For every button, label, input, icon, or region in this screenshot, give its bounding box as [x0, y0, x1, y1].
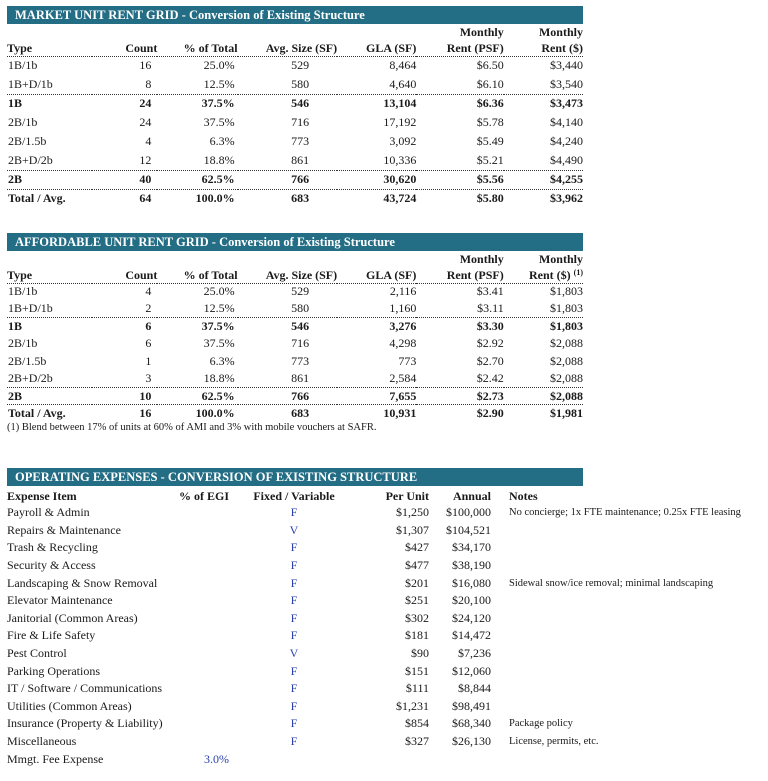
cell-annual: $34,170	[452, 540, 491, 555]
cell-type: 2B/1b	[8, 336, 38, 351]
cell-pct: 37.5%	[157, 318, 237, 335]
cell-per-unit: $201	[405, 575, 429, 590]
cell-count: 3	[145, 370, 152, 385]
table-row	[7, 151, 583, 170]
cell-count: 64	[92, 189, 157, 208]
cell-count: 24	[139, 115, 152, 129]
cell-count: 24	[92, 94, 157, 113]
cell-count: 16	[92, 405, 157, 422]
cell-annual: $16,080	[452, 575, 491, 590]
cell-rent: $3,473	[504, 94, 583, 113]
table-row	[7, 170, 583, 189]
affordable-rent-grid	[7, 233, 583, 433]
table-row	[7, 189, 583, 208]
cell-psf: $2.42	[476, 370, 504, 385]
cell-type: 2B+D/2b	[8, 370, 53, 385]
operating-expenses	[7, 468, 762, 768]
cell-type: 1B	[7, 94, 92, 113]
cell-annual: $100,000	[446, 505, 491, 520]
table-row	[7, 539, 762, 557]
cell-notes	[491, 680, 762, 698]
opex-table	[7, 486, 762, 768]
cell-per-unit: $151	[405, 663, 429, 678]
table-row	[7, 370, 583, 387]
cell-fv: F	[290, 593, 298, 608]
cell-size: 529	[291, 284, 310, 299]
cell-per-unit: $90	[411, 646, 429, 661]
cell-pct: 6.3%	[209, 134, 235, 148]
cell-item: Payroll & Admin	[7, 505, 90, 520]
cell-gla: 13,104	[337, 94, 416, 113]
cell-size: 546	[238, 318, 338, 335]
cell-type: 2B	[7, 387, 92, 404]
table-row	[7, 522, 762, 540]
cell-per-unit: $251	[405, 593, 429, 608]
cell-pct: 25.0%	[203, 284, 235, 299]
market-grid-table	[7, 24, 583, 208]
cell-pct: 100.0%	[157, 405, 237, 422]
cell-gla: 4,298	[389, 336, 417, 351]
cell-fv: F	[290, 734, 298, 749]
cell-gla: 10,336	[383, 152, 417, 167]
cell-type: 2B/1.5b	[8, 353, 47, 368]
cell-item: Fire & Life Safety	[7, 628, 96, 643]
table-row	[7, 56, 583, 75]
cell-pct: 100.0%	[157, 189, 237, 208]
cell-per-unit: $854	[405, 716, 429, 731]
cell-annual: $104,521	[446, 522, 491, 537]
table-row	[7, 318, 583, 335]
cell-pct: 12.5%	[203, 76, 235, 91]
cell-notes: Package policy	[509, 718, 573, 730]
opex-header-row: Expense Item % of EGI Fixed / Variable Per Unit Annual Notes	[7, 489, 538, 503]
cell-per-unit: $427	[405, 540, 429, 555]
cell-item: Insurance (Property & Liability)	[7, 716, 163, 731]
cell-per-unit: $1,307	[396, 522, 429, 537]
cell-size: 766	[238, 170, 338, 189]
cell-fv: F	[290, 610, 298, 625]
cell-notes	[491, 662, 762, 680]
cell-annual: $38,190	[452, 558, 491, 573]
cell-count: 16	[139, 58, 152, 73]
cell-annual: $20,100	[452, 593, 491, 608]
cell-per-unit: $327	[405, 734, 429, 749]
cell-count: 1	[145, 353, 152, 368]
table-row	[7, 132, 583, 151]
cell-rent: $1,981	[504, 405, 583, 422]
rent-footnote-marker: (1)	[573, 267, 583, 277]
cell-item: Utilities (Common Areas)	[7, 698, 132, 713]
table-row	[7, 733, 762, 751]
cell-psf: $6.50	[476, 58, 504, 73]
table-row	[7, 715, 762, 733]
cell-rent: $2,088	[550, 336, 583, 351]
table-row	[7, 627, 762, 645]
cell-psf: $3.30	[416, 318, 503, 335]
cell-annual: $68,340	[452, 716, 491, 731]
cell-fv: F	[290, 681, 298, 696]
cell-fv: F	[290, 716, 298, 731]
cell-fv: F	[290, 540, 298, 555]
cell-rent: $1,803	[550, 284, 583, 299]
cell-notes	[491, 627, 762, 645]
cell-count: 6	[92, 318, 157, 335]
cell-per-unit: $1,231	[396, 698, 429, 713]
cell-pct: 25.0%	[203, 58, 235, 73]
cell-pct: 62.5%	[157, 387, 237, 404]
cell-notes	[491, 698, 762, 716]
cell-item: Landscaping & Snow Removal	[7, 575, 158, 590]
cell-size: 529	[291, 58, 310, 73]
market-header-row: Type Count % of Total Avg. Size (SF) GLA (SF) Rent (PSF) Rent ($)	[7, 40, 583, 55]
table-row	[7, 387, 583, 404]
cell-count: 40	[92, 170, 157, 189]
cell-per-unit: $302	[405, 610, 429, 625]
affordable-footnote: (1) Blend between 17% of units at 60% of AMI and 3% with mobile vouchers at SAFR.	[7, 422, 377, 434]
mgmt-fee-row: Mmgt. Fee Expense 3.0%	[7, 751, 229, 766]
cell-fv: F	[290, 628, 298, 643]
affordable-header-row: Type Count % of Total Avg. Size (SF) GLA (SF) Rent (PSF) Rent ($) $^{(1)}$	[7, 267, 583, 282]
table-row	[7, 405, 583, 422]
table-row	[7, 353, 583, 370]
cell-pct: 37.5%	[203, 115, 235, 129]
cell-count: 6	[145, 336, 152, 351]
cell-type: 1B/1b	[8, 58, 38, 73]
cell-size: 861	[291, 152, 310, 167]
cell-notes	[491, 610, 762, 628]
cell-psf: $6.36	[416, 94, 503, 113]
cell-fv: F	[290, 698, 298, 713]
cell-rent: $2,088	[550, 370, 583, 385]
cell-count: 12	[139, 152, 152, 167]
cell-notes	[491, 592, 762, 610]
cell-size: 716	[291, 115, 310, 129]
table-row	[7, 574, 762, 592]
cell-per-unit: $477	[405, 558, 429, 573]
cell-size: 766	[238, 387, 338, 404]
cell-annual: $24,120	[452, 610, 491, 625]
cell-type: 1B/1b	[8, 284, 38, 299]
cell-size: 580	[291, 76, 310, 91]
table-row	[7, 504, 762, 522]
cell-rent: $3,962	[504, 189, 583, 208]
cell-rent: $4,255	[504, 170, 583, 189]
cell-gla: 30,620	[337, 170, 416, 189]
cell-gla: 2,116	[389, 284, 417, 299]
cell-gla: 773	[398, 353, 417, 368]
table-row	[7, 645, 762, 663]
cell-item: Trash & Recycling	[7, 540, 98, 555]
cell-rent: $2,088	[550, 353, 583, 368]
cell-pct: 37.5%	[203, 336, 235, 351]
table-row	[7, 335, 583, 352]
cell-rent: $4,140	[550, 115, 583, 129]
cell-fv: V	[289, 646, 299, 661]
cell-type: 1B	[7, 318, 92, 335]
cell-pct: 6.3%	[209, 353, 235, 368]
market-header-top: Monthly Monthly	[459, 25, 583, 39]
cell-type: 1B+D/1b	[8, 301, 53, 316]
cell-notes: No concierge; 1x FTE maintenance; 0.25x FTE leasing	[509, 507, 741, 519]
cell-size: 683	[238, 405, 338, 422]
cell-gla: 4,640	[389, 76, 417, 91]
cell-item: Miscellaneous	[7, 734, 77, 749]
cell-fv: V	[289, 522, 299, 537]
cell-annual: $98,491	[452, 698, 491, 713]
cell-size: 683	[238, 189, 338, 208]
cell-type: 1B+D/1b	[8, 76, 53, 91]
table-row	[7, 610, 762, 628]
cell-per-unit: $1,250	[396, 505, 429, 520]
cell-size: 773	[291, 353, 310, 368]
cell-pct: 37.5%	[157, 94, 237, 113]
cell-size: 580	[291, 301, 310, 316]
cell-gla: 10,931	[337, 405, 416, 422]
cell-pct: 18.8%	[203, 152, 235, 167]
cell-item: Security & Access	[7, 558, 96, 573]
cell-size: 773	[291, 134, 310, 148]
cell-per-unit: $111	[405, 681, 429, 696]
cell-gla: 8,464	[389, 58, 417, 73]
cell-size: 716	[291, 336, 310, 351]
table-row	[7, 113, 583, 132]
table-row	[7, 94, 583, 113]
cell-gla: 1,160	[389, 301, 417, 316]
cell-type: Total / Avg.	[7, 189, 92, 208]
cell-item: Elevator Maintenance	[7, 593, 113, 608]
cell-annual: $7,236	[458, 646, 491, 661]
cell-psf: $2.70	[476, 353, 504, 368]
cell-fv: F	[290, 575, 298, 590]
cell-fv: F	[290, 505, 298, 520]
cell-rent: $4,490	[550, 152, 583, 167]
cell-type: 2B+D/2b	[8, 152, 53, 167]
cell-item: IT / Software / Communications	[7, 681, 163, 696]
cell-psf: $3.11	[477, 301, 504, 316]
cell-psf: $6.10	[476, 76, 504, 91]
cell-pct: 62.5%	[157, 170, 237, 189]
cell-pct: 18.8%	[203, 370, 235, 385]
cell-rent: $4,240	[550, 134, 583, 148]
cell-rent: $1,803	[504, 318, 583, 335]
cell-type: 2B/1.5b	[8, 134, 47, 148]
market-grid-title: MARKET UNIT RENT GRID - Conversion of Existing Structure	[7, 6, 583, 24]
cell-size: 861	[291, 370, 310, 385]
cell-psf: $2.90	[416, 405, 503, 422]
cell-gla: 43,724	[337, 189, 416, 208]
cell-count: 8	[145, 76, 152, 91]
table-row	[7, 283, 583, 300]
table-row	[7, 300, 583, 317]
cell-fv: F	[290, 558, 298, 573]
cell-notes	[491, 557, 762, 575]
affordable-header-top: Monthly Monthly	[459, 252, 583, 266]
cell-rent: $3,440	[550, 58, 583, 73]
cell-psf: $5.21	[476, 152, 504, 167]
table-row	[7, 592, 762, 610]
cell-pct: 12.5%	[203, 301, 235, 316]
cell-type: Total / Avg.	[7, 405, 92, 422]
cell-item: Parking Operations	[7, 663, 100, 678]
cell-psf: $2.92	[476, 336, 504, 351]
cell-rent: $2,088	[504, 387, 583, 404]
cell-rent: $1,803	[550, 301, 583, 316]
cell-annual: $12,060	[452, 663, 491, 678]
cell-psf: $5.49	[476, 134, 504, 148]
cell-item: Janitorial (Common Areas)	[7, 610, 138, 625]
cell-rent: $3,540	[550, 76, 583, 91]
table-row	[7, 680, 762, 698]
cell-psf: $5.80	[416, 189, 503, 208]
cell-fv: F	[290, 663, 298, 678]
cell-item: Pest Control	[7, 646, 67, 661]
market-rent-grid	[7, 6, 583, 208]
opex-title: OPERATING EXPENSES - CONVERSION OF EXISTING STRUCTURE	[7, 468, 583, 486]
cell-count: 2	[145, 301, 152, 316]
affordable-grid-table	[7, 251, 583, 422]
affordable-grid-title: AFFORDABLE UNIT RENT GRID - Conversion of Existing Structure	[7, 233, 583, 251]
cell-annual: $8,844	[458, 681, 491, 696]
cell-notes	[491, 645, 762, 663]
table-row	[7, 698, 762, 716]
table-row	[7, 75, 583, 94]
cell-type: 2B/1b	[8, 115, 38, 129]
cell-psf: $2.73	[416, 387, 503, 404]
table-row	[7, 557, 762, 575]
cell-notes: Sidewal snow/ice removal; minimal landscaping	[509, 577, 714, 589]
cell-annual: $14,472	[452, 628, 491, 643]
cell-psf: $3.41	[476, 284, 504, 299]
cell-count: 10	[92, 387, 157, 404]
cell-size: 546	[238, 94, 338, 113]
cell-count: 4	[145, 284, 152, 299]
cell-gla: 2,584	[389, 370, 417, 385]
cell-gla: 3,276	[337, 318, 416, 335]
table-row	[7, 662, 762, 680]
cell-gla: 17,192	[383, 115, 417, 129]
cell-type: 2B	[7, 170, 92, 189]
cell-notes: License, permits, etc.	[509, 736, 599, 748]
cell-psf: $5.78	[476, 115, 504, 129]
cell-per-unit: $181	[405, 628, 429, 643]
cell-notes	[491, 522, 762, 540]
cell-item: Repairs & Maintenance	[7, 522, 121, 537]
cell-gla: 3,092	[389, 134, 417, 148]
cell-psf: $5.56	[416, 170, 503, 189]
cell-count: 4	[145, 134, 152, 148]
cell-notes	[491, 539, 762, 557]
cell-gla: 7,655	[337, 387, 416, 404]
cell-annual: $26,130	[452, 734, 491, 749]
